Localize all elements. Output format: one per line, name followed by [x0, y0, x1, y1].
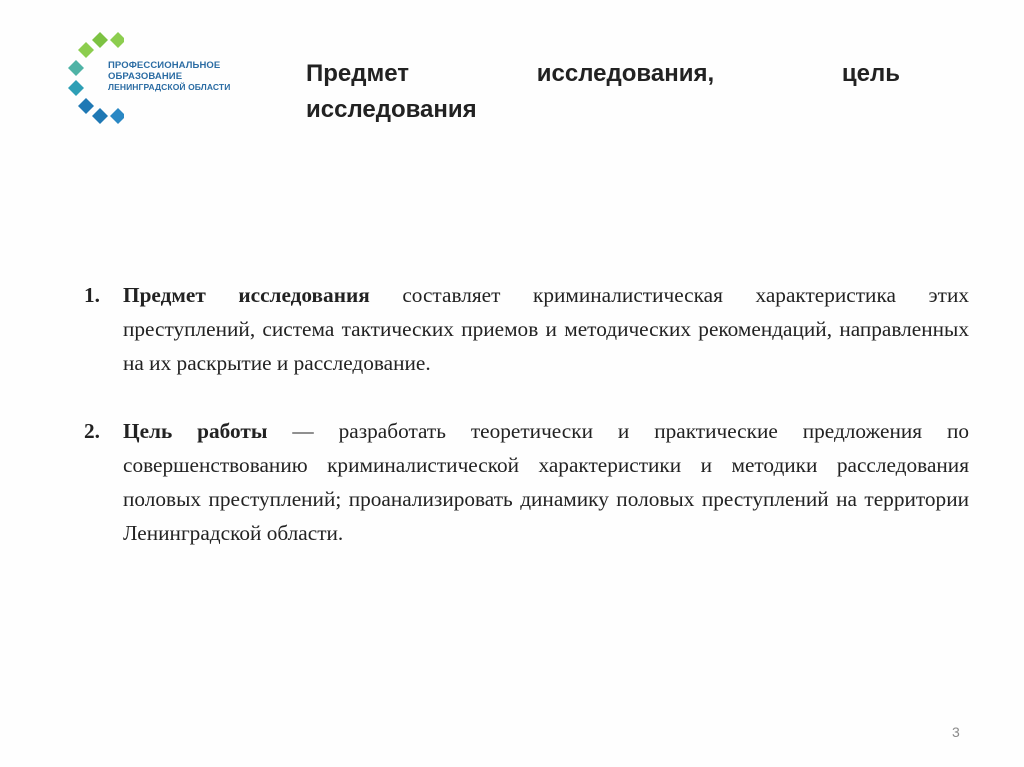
numbered-list [84, 278, 969, 550]
list-item-number: 1. [84, 283, 100, 307]
title-line-2: исследования [306, 96, 477, 123]
list-item-term: Цель работы [123, 419, 268, 443]
list-item-term: Предмет исследования [123, 283, 370, 307]
title-word-2: исследования, [536, 60, 715, 87]
slide-title [306, 56, 900, 128]
list-item-number: 2. [84, 419, 100, 443]
page-number: 3 [952, 724, 960, 740]
logo-text [108, 60, 230, 93]
list-item-text: — разработать теоретически и практические предложения по совершенствованию криминалистической характеристики и методики расследования половых преступлений; проанализировать динамику половых преступлений на территории Ленинградской области. [123, 419, 970, 545]
logo [64, 28, 264, 128]
list-item-text: составляет криминалистическая характеристика этих преступлений, система тактических приемов и методических рекомендаций, направленных на их раскрытие и расследование. [123, 283, 969, 375]
logo-line-2: ОБРАЗОВАНИЕ [108, 71, 183, 82]
logo-line-1: ПРОФЕССИОНАЛЬНОЕ [108, 60, 221, 71]
logo-line-3: ЛЕНИНГРАДСКОЙ ОБЛАСТИ [108, 82, 231, 92]
list-item [84, 278, 969, 380]
title-word-1: Предмет [306, 60, 410, 87]
title-word-3: цель [841, 60, 900, 87]
list-item [84, 414, 969, 550]
